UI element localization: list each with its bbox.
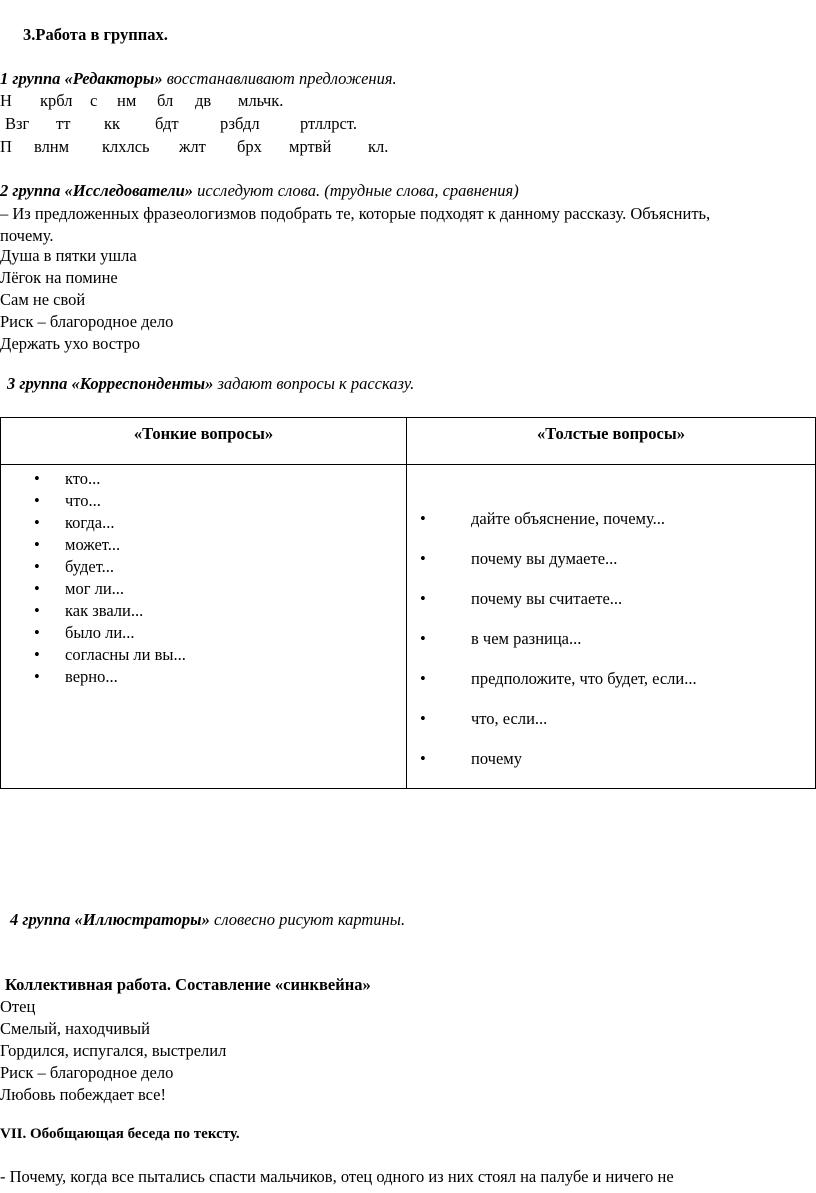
bullet-icon: •	[34, 491, 40, 510]
bullet-icon: •	[420, 709, 426, 728]
cinquain-line: Любовь побеждает все!	[0, 1085, 166, 1104]
list-item	[407, 508, 815, 548]
question-text: было ли...	[65, 623, 135, 642]
thin-questions-cell	[1, 465, 407, 789]
thick-questions-header: «Толстые вопросы»	[407, 418, 816, 465]
list-item	[407, 548, 815, 588]
word: кк	[104, 114, 121, 133]
thin-questions-header: «Тонкие вопросы»	[1, 418, 407, 465]
list-item	[1, 622, 406, 644]
word: бдт	[155, 114, 179, 133]
bullet-icon: •	[34, 513, 40, 532]
bullet-icon: •	[34, 579, 40, 598]
list-item	[1, 512, 406, 534]
question-text: почему	[471, 749, 522, 768]
cinquain-line: Отец	[0, 997, 36, 1016]
scrambled-sentence-2	[0, 114, 816, 136]
question-text: согласны ли вы...	[65, 645, 186, 664]
word: клхлсь	[102, 137, 150, 156]
phrase-item: Лёгок на помине	[0, 268, 118, 287]
list-item	[407, 748, 815, 788]
group1-task: восстанавливают предложения.	[162, 69, 397, 88]
questions-table	[0, 417, 816, 789]
word: бл	[157, 91, 174, 110]
list-item	[1, 556, 406, 578]
section7-question: - Почему, когда все пытались спасти мальчиков, отец одного из них стоял на палубе и ничего не	[0, 1167, 674, 1186]
phrase-item: Сам не свой	[0, 290, 86, 309]
group1-label: 1 группа «Редакторы»	[0, 69, 163, 88]
group4-label: 4 группа «Иллюстраторы»	[10, 910, 210, 929]
group3-title	[7, 374, 414, 394]
section7-title: VII. Обобщающая беседа по тексту.	[0, 1126, 240, 1142]
question-text: что...	[65, 491, 101, 510]
group1-title	[0, 69, 397, 89]
question-text: будет...	[65, 557, 115, 576]
bullet-icon: •	[420, 749, 426, 768]
thick-questions-cell	[407, 465, 816, 789]
question-text: дайте объяснение, почему...	[471, 509, 665, 528]
bullet-icon: •	[34, 645, 40, 664]
question-text: предположите, что будет, если...	[471, 669, 697, 688]
group2-task: исследуют слова. (трудные слова, сравнения)	[193, 181, 519, 200]
scrambled-sentence-1	[0, 91, 816, 113]
bullet-icon: •	[34, 557, 40, 576]
group3-label: 3 группа «Корреспонденты»	[7, 374, 214, 393]
bullet-icon: •	[420, 509, 426, 528]
word: Н	[0, 91, 12, 110]
question-text: в чем разница...	[471, 629, 582, 648]
list-item	[1, 600, 406, 622]
list-item	[1, 666, 406, 688]
list-item	[1, 644, 406, 666]
word: мртвй	[289, 137, 332, 156]
bullet-icon: •	[420, 629, 426, 648]
cinquain-lines	[0, 996, 226, 1106]
group4-task: словесно рисуют картины.	[209, 910, 406, 929]
bullet-icon: •	[420, 549, 426, 568]
question-text: как звали...	[65, 601, 144, 620]
question-text: может...	[65, 535, 121, 554]
word: рзбдл	[220, 114, 260, 133]
word: П	[0, 137, 12, 156]
list-item	[1, 534, 406, 556]
question-text: почему вы думаете...	[471, 549, 618, 568]
word: дв	[195, 91, 212, 110]
word: ртллрст.	[300, 114, 357, 133]
list-item	[407, 588, 815, 628]
question-text: верно...	[65, 667, 118, 686]
group2-instruction-cont: почему.	[0, 226, 54, 245]
question-text: что, если...	[471, 709, 548, 728]
word: брх	[237, 137, 262, 156]
thin-questions-list	[1, 468, 406, 688]
word: влнм	[34, 137, 70, 156]
phrase-list	[0, 245, 173, 355]
word: с	[90, 91, 98, 110]
word: кл.	[368, 137, 389, 156]
word: Взг	[5, 114, 30, 133]
question-text: почему вы считаете...	[471, 589, 623, 608]
cinquain-line: Риск – благородное дело	[0, 1063, 174, 1082]
bullet-icon: •	[34, 601, 40, 620]
scrambled-sentence-3	[0, 137, 816, 159]
list-item	[1, 578, 406, 600]
word: жлт	[179, 137, 206, 156]
list-item	[407, 708, 815, 748]
phrase-item: Держать ухо востро	[0, 334, 141, 353]
section-heading: 3.Работа в группах.	[23, 25, 168, 44]
bullet-icon: •	[420, 669, 426, 688]
word: нм	[117, 91, 137, 110]
cinquain-title: Коллективная работа. Составление «синквейна»	[5, 975, 371, 994]
list-item	[1, 490, 406, 512]
list-item	[407, 668, 815, 708]
phrase-item: Душа в пятки ушла	[0, 246, 137, 265]
cinquain-line: Гордился, испугался, выстрелил	[0, 1041, 227, 1060]
group2-title	[0, 181, 519, 201]
word: мльчк.	[238, 91, 284, 110]
list-item	[1, 468, 406, 490]
phrase-item: Риск – благородное дело	[0, 312, 174, 331]
bullet-icon: •	[34, 667, 40, 686]
bullet-icon: •	[420, 589, 426, 608]
list-item	[407, 628, 815, 668]
cinquain-line: Смелый, находчивый	[0, 1019, 150, 1038]
bullet-icon: •	[34, 535, 40, 554]
group2-instruction: – Из предложенных фразеологизмов подобрать те, которые подходят к данному рассказу. Объяснить,	[0, 204, 711, 223]
group3-task: задают вопросы к рассказу.	[213, 374, 415, 393]
thick-questions-list	[407, 508, 815, 788]
question-text: кто...	[65, 469, 101, 488]
question-text: мог ли...	[65, 579, 125, 598]
bullet-icon: •	[34, 469, 40, 488]
bullet-icon: •	[34, 623, 40, 642]
question-text: когда...	[65, 513, 115, 532]
group4-title	[10, 910, 405, 930]
word: тт	[56, 114, 71, 133]
group2-label: 2 группа «Исследователи»	[0, 181, 194, 200]
word: крбл	[40, 91, 73, 110]
